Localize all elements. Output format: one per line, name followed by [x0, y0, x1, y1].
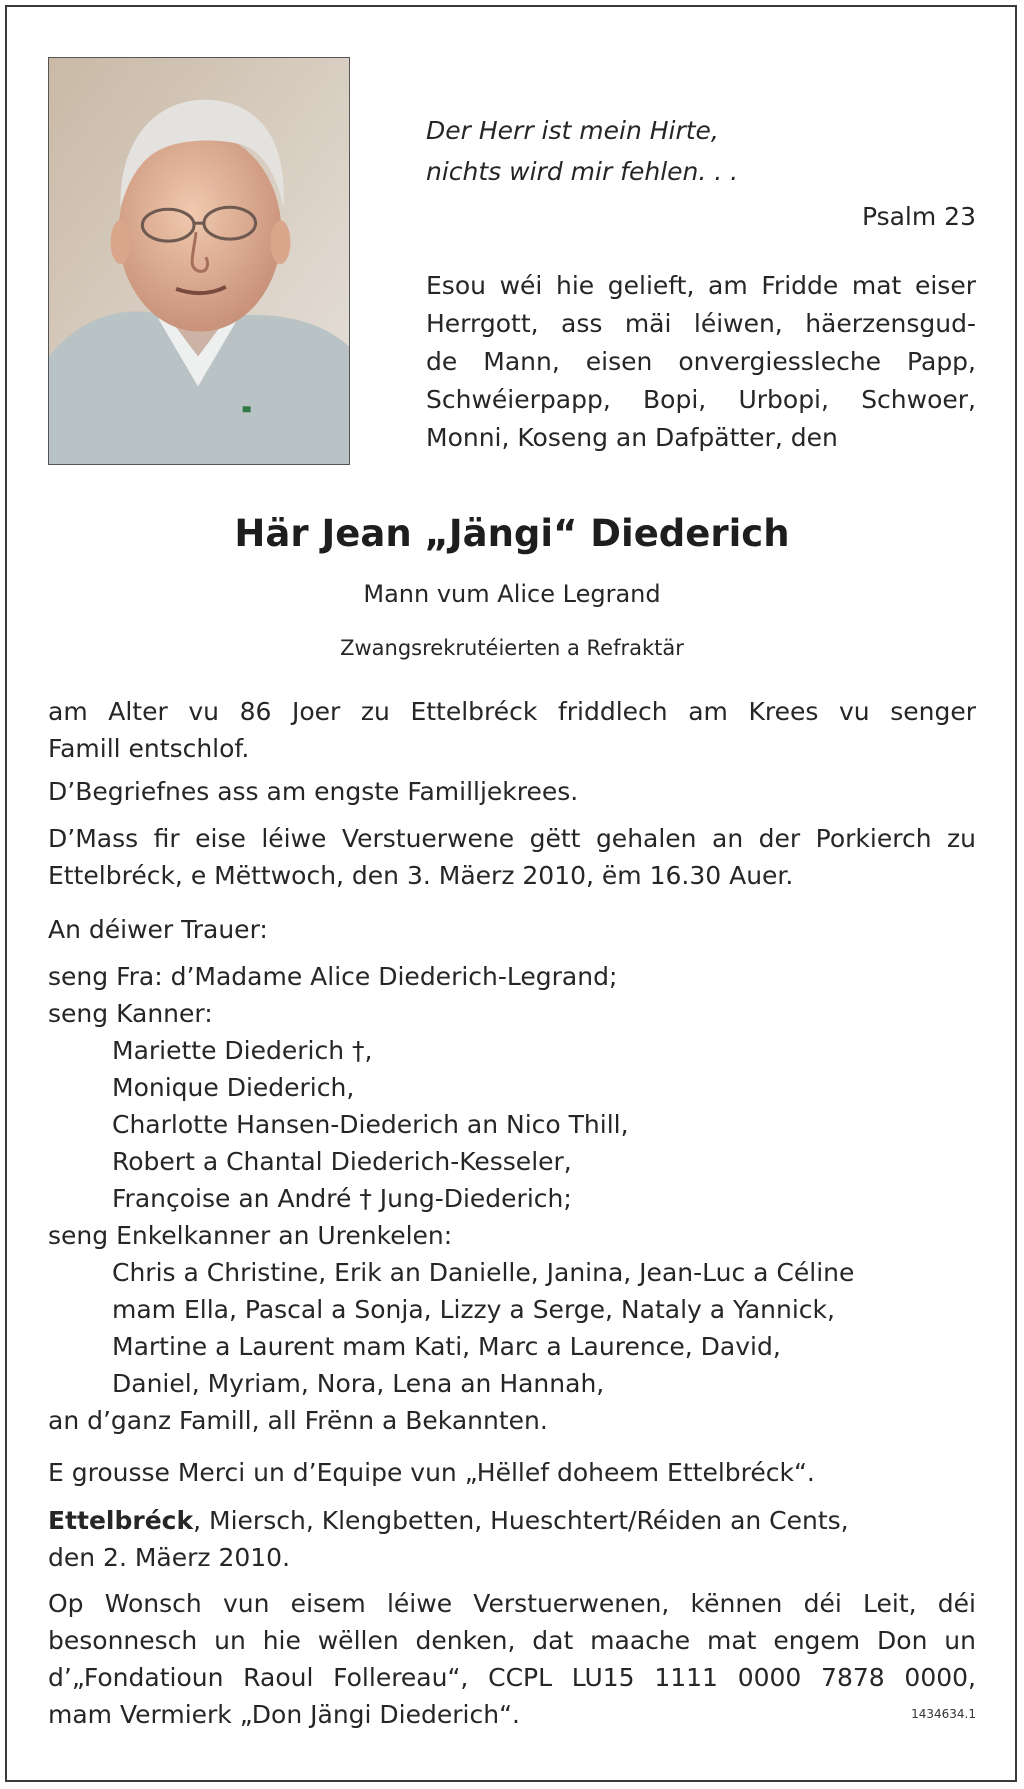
places-date	[48, 1502, 976, 1576]
quote-line-2: nichts wird mir fehlen. . .	[426, 157, 739, 186]
donation-line: mam Vermierk „Don Jängi Diederich“.	[48, 1700, 520, 1729]
child-entry: Robert a Chantal Diederich-Kesseler,	[112, 1147, 572, 1176]
child-entry: Monique Diederich,	[112, 1073, 355, 1102]
child-entry: Mariette Diederich †,	[112, 1036, 373, 1065]
place-bold: Ettelbréck	[48, 1506, 194, 1535]
donation-line: d’„Fondatioun Raoul Follereau“, CCPL LU15 1111 0000 7878 0000,	[48, 1663, 976, 1692]
reference-number: 1434634.1	[911, 1707, 976, 1721]
grandchildren-line: Chris a Christine, Erik an Danielle, Janina, Jean-Luc a Céline	[112, 1258, 855, 1287]
places-line	[48, 1502, 976, 1539]
family-circle-text	[48, 773, 976, 810]
spouse-line: Mann vum Alice Legrand	[363, 580, 661, 608]
grandchildren-line: Daniel, Myriam, Nora, Lena an Hannah,	[112, 1369, 605, 1398]
mass-line: D’Mass fir eise léiwe Verstuerwene gëtt gehalen an der Porkierch zu	[48, 824, 976, 853]
mourning-heading: An déiwer Trauer:	[48, 915, 268, 944]
date-line: den 2. Mäerz 2010.	[48, 1543, 291, 1572]
donation-line: besonnesch un hie wëllen denken, dat maache mat engem Don un	[48, 1626, 976, 1655]
grandchildren-line: Martine a Laurent mam Kati, Marc a Laurence, David,	[112, 1332, 781, 1361]
grandchildren-heading: seng Enkelkanner an Urenkelen:	[48, 1221, 453, 1250]
intro-line: Monni, Koseng an Dafpätter, den	[426, 423, 838, 452]
donation-paragraph	[48, 1585, 976, 1733]
quote-line-1: Der Herr ist mein Hirte,	[426, 116, 719, 145]
child-entry: Charlotte Hansen-Diederich an Nico Thill,	[112, 1110, 629, 1139]
thanks-line: E grousse Merci un d’Equipe vun „Hëllef doheem Ettelbréck“.	[48, 1458, 815, 1487]
death-paragraph	[48, 693, 976, 767]
intro-line: Herrgott, ass mäi léiwen, häerzensgud-	[426, 309, 976, 338]
portrait-photo	[48, 57, 350, 465]
family-circle-line: D’Begriefnes ass am engste Familljekrees.	[48, 777, 579, 806]
places-rest: , Miersch, Klengbetten, Hueschtert/Réiden an Cents,	[193, 1506, 849, 1535]
death-line: Famill entschlof.	[48, 734, 250, 763]
quote-source: Psalm 23	[861, 202, 976, 231]
mass-paragraph	[48, 820, 976, 894]
death-line: am Alter vu 86 Joer zu Ettelbréck friddlech am Krees vu senger	[48, 697, 976, 726]
intro-paragraph	[426, 267, 976, 457]
others-line: an d’ganz Famill, all Frënn a Bekannten.	[48, 1406, 548, 1435]
donation-line: Op Wonsch vun eisem léiwe Verstuerwenen, kënnen déi Leit, déi	[48, 1589, 976, 1618]
deceased-name: Här Jean „Jängi“ Diederich	[234, 512, 790, 555]
children-heading: seng Kanner:	[48, 999, 213, 1028]
psalm-quote	[426, 110, 738, 192]
wife-line: seng Fra: d’Madame Alice Diederich-Legrand;	[48, 962, 618, 991]
role-line: Zwangsrekrutéierten a Refraktär	[340, 636, 684, 660]
intro-line: de Mann, eisen onvergiessleche Papp,	[426, 347, 976, 376]
grandchildren-line: mam Ella, Pascal a Sonja, Lizzy a Serge, Nataly a Yannick,	[112, 1295, 835, 1324]
thanks-text	[48, 1454, 976, 1491]
intro-line: Schwéierpapp, Bopi, Urbopi, Schwoer,	[426, 385, 976, 414]
intro-line: Esou wéi hie gelieft, am Fridde mat eiser	[426, 271, 976, 300]
mass-line: Ettelbréck, e Mëttwoch, den 3. Mäerz 2010, ëm 16.30 Auer.	[48, 861, 794, 890]
portrait-image	[49, 58, 349, 464]
mourners-list	[48, 911, 976, 1439]
child-entry: Françoise an André † Jung-Diederich;	[112, 1184, 572, 1213]
